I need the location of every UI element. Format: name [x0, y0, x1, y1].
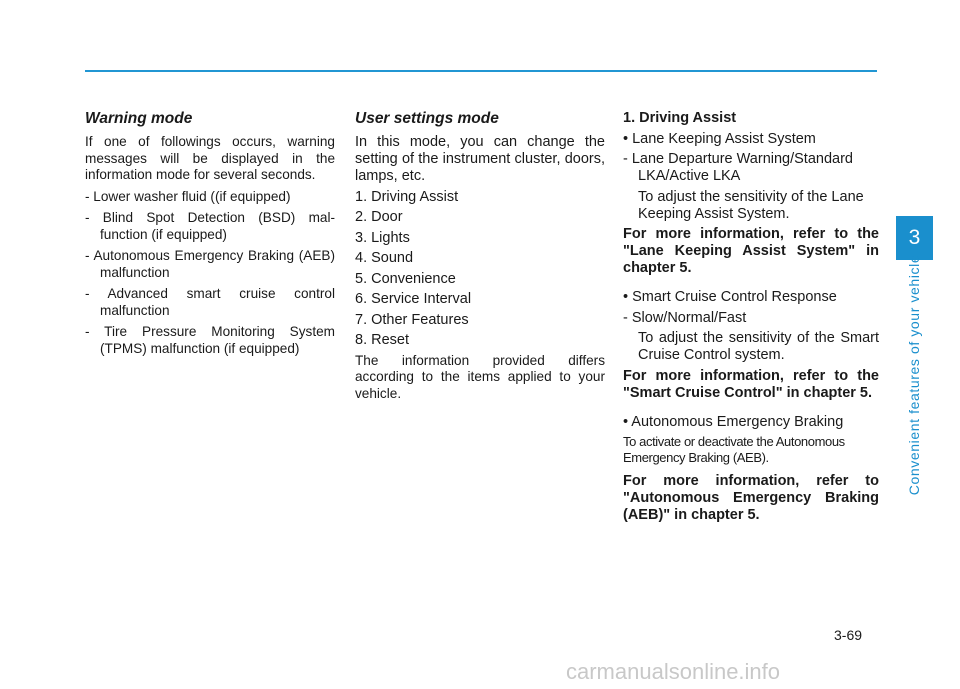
lkas-desc: To adjust the sensitivity of the Lane Keeping Assist System. [638, 188, 864, 222]
settings-item: 4. Sound [355, 250, 414, 266]
user-settings-section [355, 110, 605, 407]
settings-item: 8. Reset [355, 332, 409, 348]
warning-item: - Lower washer fluid ((if equipped) [85, 188, 291, 204]
driving-assist-title: 1. Driving Assist [623, 110, 737, 126]
scc-reference: For more information, refer to the "Smart Cruise Control" in chapter 5. [623, 367, 879, 401]
scc-option: - Slow/Normal/Fast [623, 309, 747, 326]
settings-item: 6. Service Interval [355, 291, 472, 307]
aeb-reference: For more information, refer to "Autonomous Emergency Braking (AEB)" in chapter 5. [623, 473, 879, 523]
warning-mode-heading: Warning mode [85, 110, 193, 127]
driving-assist-section [623, 110, 879, 528]
settings-item: 7. Other Features [355, 311, 469, 328]
settings-item: 1. Driving Assist [355, 188, 459, 205]
chapter-title-label: Convenient features of your vehicle [906, 254, 922, 496]
aeb-bullet: • Autonomous Emergency Braking [623, 413, 844, 430]
chapter-number-tab: 3 [896, 216, 933, 260]
aeb-desc: To activate or deactivate the Autonomous Emergency Braking (AEB). [623, 434, 845, 465]
user-settings-note: The information provided differs according to the items applied to your vehicle. [355, 352, 605, 401]
warning-mode-section [85, 110, 335, 362]
user-settings-heading: User settings mode [355, 110, 499, 127]
scc-bullet: • Smart Cruise Control Response [623, 289, 837, 305]
top-rule [85, 70, 877, 72]
settings-item: 2. Door [355, 209, 403, 225]
warning-item: - Autonomous Emergency Braking (AEB) malfunction [85, 248, 335, 280]
page-number: 3-69 [834, 627, 863, 643]
lkas-reference: For more information, refer to the "Lane Keeping Assist System" in chapter 5. [623, 226, 879, 276]
scc-desc: To adjust the sensitivity of the Smart Cruise Control system. [638, 330, 879, 363]
user-settings-intro: In this mode, you can change the setting of the instrument cluster, doors, lamps, etc. [355, 134, 605, 184]
warning-item: - Tire Pressure Monitoring System (TPMS) malfunction (if equipped) [85, 324, 335, 356]
watermark: carmanualsonline.info [566, 659, 781, 684]
settings-item: 3. Lights [355, 229, 410, 246]
settings-item: 5. Convenience [355, 270, 456, 287]
warning-mode-intro: If one of followings occurs, warning messages will be displayed in the information mode for several seconds. [85, 134, 335, 182]
lkas-bullet: • Lane Keeping Assist System [623, 130, 816, 147]
lkas-option: - Lane Departure Warning/Standard LKA/Active LKA [623, 151, 853, 184]
warning-item: - Blind Spot Detection (BSD) mal-function (if equipped) [85, 210, 335, 242]
warning-item: - Advanced smart cruise control malfunction [85, 286, 335, 318]
